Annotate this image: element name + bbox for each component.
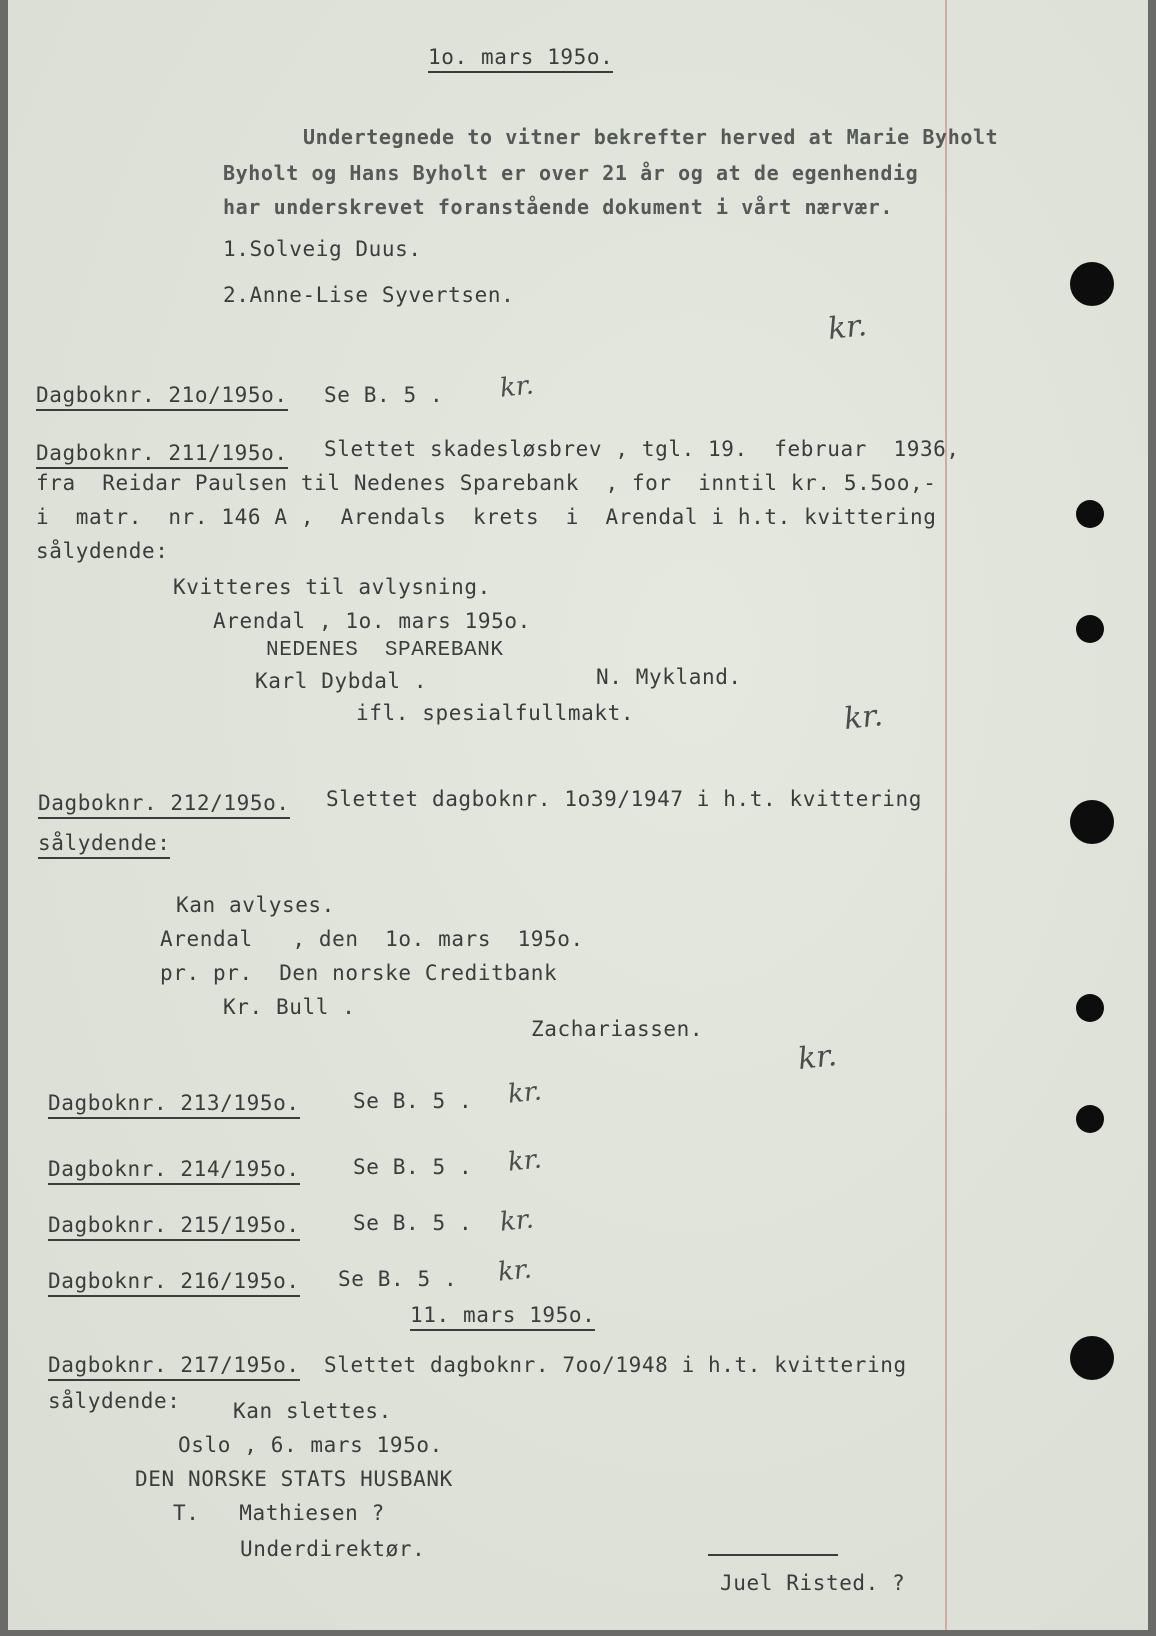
entry-212-quote-3: pr. pr. Den norske Creditbank [160, 961, 558, 985]
entry-217-quote-4: T. Mathiesen ? [173, 1501, 385, 1525]
initials-mark: kr. [842, 698, 885, 737]
entry-212-number: Dagboknr. 212/195o. [38, 790, 290, 819]
entry-211-quote-3: NEDENES SPAREBANK [266, 639, 504, 662]
signature-line [708, 1554, 838, 1556]
entry-211-quote-5: ifl. spesialfullmakt. [356, 701, 635, 725]
punch-hole [1076, 994, 1104, 1022]
entry-211-quote-4b: N. Mykland. [596, 665, 742, 689]
entry-211-line1: Slettet skadesløsbrev , tgl. 19. februar 1936, [324, 437, 960, 461]
initials-mark: kr. [506, 1144, 544, 1178]
entry-212-quote-5: Zachariassen. [531, 1017, 704, 1041]
entry-215-text: Se B. 5 . [353, 1211, 473, 1235]
entry-211-quote-4a: Karl Dybdal . [255, 669, 428, 693]
entry-217-quote-2: Oslo , 6. mars 195o. [178, 1433, 443, 1457]
entry-210-text: Se B. 5 . [324, 383, 444, 407]
date-heading-2: 11. mars 195o. [410, 1302, 595, 1331]
entry-215-number: Dagboknr. 215/195o. [48, 1212, 300, 1241]
signature: Juel Risted. ? [720, 1571, 906, 1595]
entry-211-quote-2: Arendal , 1o. mars 195o. [213, 609, 531, 633]
initials-mark: kr. [496, 1254, 534, 1288]
entry-217-number: Dagboknr. 217/195o. [48, 1352, 300, 1381]
entry-211-number: Dagboknr. 211/195o. [36, 440, 288, 469]
punch-hole [1076, 615, 1104, 643]
entry-213-number: Dagboknr. 213/195o. [48, 1090, 300, 1119]
entry-211-line4: sålydende: [36, 539, 169, 563]
entry-217-quote-1: Kan slettes. [233, 1399, 392, 1423]
entry-217-quote-5: Underdirektør. [240, 1537, 426, 1561]
entry-216-text: Se B. 5 . [338, 1267, 458, 1291]
witness-line-2: Byholt og Hans Byholt er over 21 år og at de egenhendig [223, 161, 919, 185]
punch-hole [1070, 262, 1114, 306]
punch-hole [1070, 1336, 1114, 1380]
punch-hole [1076, 500, 1104, 528]
witness-line-1: Undertegnede to vitner bekrefter herved at Marie Byholt [303, 125, 999, 149]
entry-212-line1: Slettet dagboknr. 1o39/1947 i h.t. kvittering [326, 787, 922, 811]
entry-214-text: Se B. 5 . [353, 1155, 473, 1179]
entry-212-quote-1: Kan avlyses. [176, 893, 335, 917]
entry-216-number: Dagboknr. 216/195o. [48, 1268, 300, 1297]
margin-line [945, 0, 947, 1630]
entry-211-line2: fra Reidar Paulsen til Nedenes Sparebank , for inntil kr. 5.5oo,- [36, 471, 937, 495]
entry-212-line2: sålydende: [38, 830, 170, 859]
initials-mark: kr. [796, 1038, 839, 1077]
document-page [8, 0, 1148, 1630]
initials-mark: kr. [498, 1204, 536, 1238]
punch-hole [1076, 1105, 1104, 1133]
witness-2: 2.Anne-Lise Syvertsen. [223, 283, 515, 307]
entry-213-text: Se B. 5 . [353, 1089, 473, 1113]
initials-mark: kr. [506, 1076, 544, 1110]
header-date: 1o. mars 195o. [428, 44, 613, 73]
entry-211-line3: i matr. nr. 146 A , Arendals krets i Arendal i h.t. kvittering [36, 505, 937, 529]
punch-hole [1070, 800, 1114, 844]
witness-1: 1.Solveig Duus. [223, 237, 422, 261]
initials-mark: kr. [498, 370, 536, 404]
entry-212-quote-2: Arendal , den 1o. mars 195o. [160, 927, 584, 951]
entry-210-number: Dagboknr. 21o/195o. [36, 382, 288, 411]
entry-217-line1: Slettet dagboknr. 7oo/1948 i h.t. kvittering [324, 1353, 907, 1377]
entry-214-number: Dagboknr. 214/195o. [48, 1156, 300, 1185]
initials-mark: kr. [826, 308, 869, 347]
entry-217-quote-3: DEN NORSKE STATS HUSBANK [135, 1467, 453, 1491]
entry-212-quote-4: Kr. Bull . [223, 995, 356, 1019]
entry-217-line2: sålydende: [48, 1389, 181, 1413]
entry-211-quote-1: Kvitteres til avlysning. [173, 575, 491, 599]
witness-line-3: har underskrevet foranstående dokument i vårt nærvær. [223, 195, 893, 219]
